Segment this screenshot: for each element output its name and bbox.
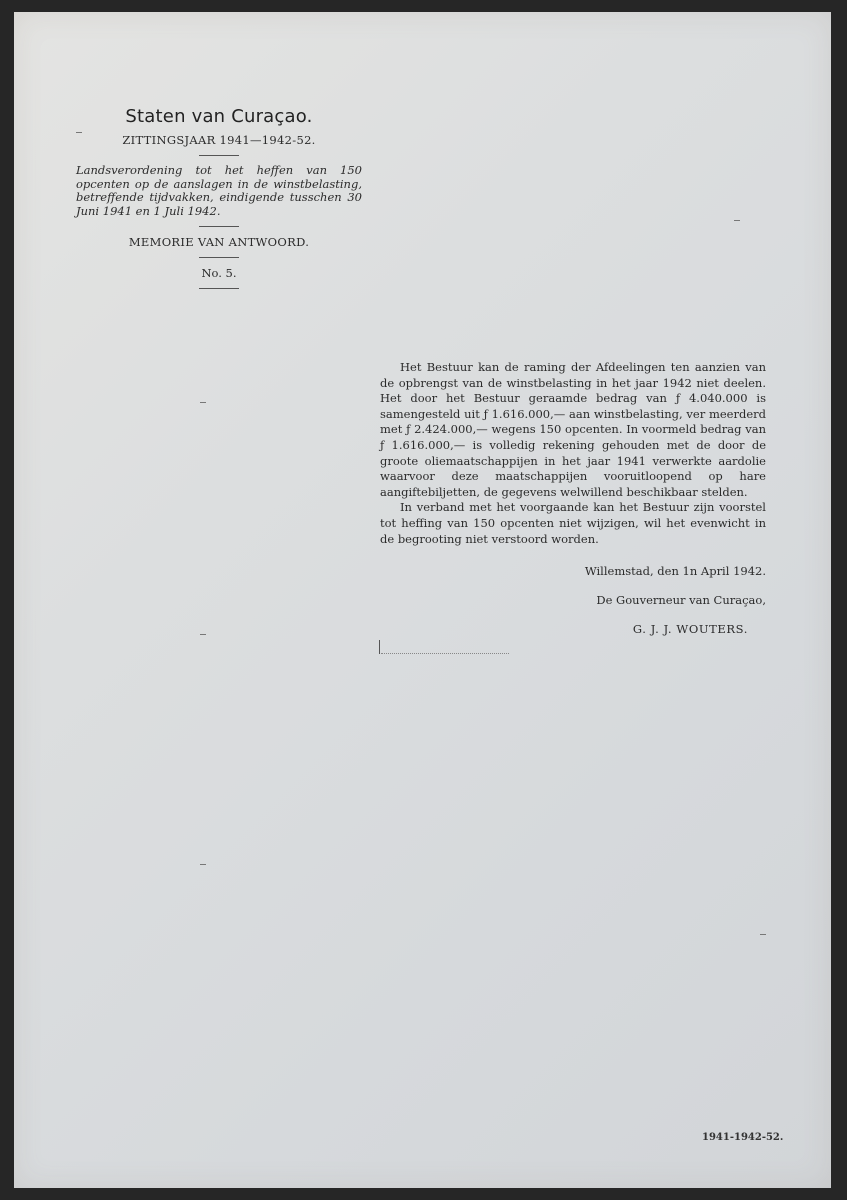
divider — [199, 155, 239, 156]
document-title: Staten van Curaçao. — [125, 106, 313, 127]
session-year: ZITTINGSJAAR 1941—1942-52. — [122, 133, 316, 147]
body-paragraph-1: Het Bestuur kan de raming der Afdeelingen ten aanzien van de opbrengst van de winstbelasting in het jaar 1942 niet deelen. Het door het Bestuur geraamde bedrag van ƒ 4.040.000 is samengesteld uit ƒ 1.616.000,— aan winstbelasting, ver meerderd met ƒ 2.424.000,— wegens 150 opcenten. In voormeld bedrag van ƒ 1.616.000,— is volledig rekening gehouden met de door de groote oliemaatschappijen in het jaar 1941 verwerkte aardolie waarvoor deze maatschappijen vooruitloopend op hare aangiftebiljetten, de gegevens welwillend beschikbaar stelden. — [380, 360, 766, 499]
signatory-role: De Gouverneur van Curaçao, — [596, 593, 766, 607]
body-paragraph-2: In verband met het voorgaande kan het Bestuur zijn voorstel tot heffing van 150 opcenten niet wijzigen, wil het evenwicht in de begrooting niet verstoord worden. — [380, 500, 766, 546]
paper-speck — [200, 634, 206, 635]
dotted-line — [379, 640, 509, 654]
document-page — [14, 12, 831, 1188]
paper-speck — [734, 220, 740, 221]
paper-speck — [760, 934, 766, 935]
paper-speck — [76, 132, 82, 133]
line-bar — [379, 640, 380, 654]
document-number: No. 5. — [201, 266, 237, 280]
signatory-name: G. J. J. WOUTERS. — [632, 622, 748, 636]
document-subject: Landsverordening tot het heffen van 150 opcenten op de aanslagen in de winstbelasting, betreffende tijdvakken, eindigende tusschen 30 Juni 1941 en 1 Juli 1942. — [76, 163, 362, 218]
paper-speck — [200, 402, 206, 403]
divider — [199, 288, 239, 289]
paper-speck — [200, 864, 206, 865]
body-text — [380, 360, 766, 547]
divider — [199, 226, 239, 227]
document-type: MEMORIE VAN ANTWOORD. — [128, 235, 310, 249]
footer-code: 1941-1942-52. — [702, 1132, 784, 1143]
divider — [199, 257, 239, 258]
signature-block — [380, 564, 766, 651]
place-date: Willemstad, den 1n April 1942. — [584, 564, 766, 578]
document-header — [74, 106, 364, 297]
line-dots — [381, 653, 509, 654]
